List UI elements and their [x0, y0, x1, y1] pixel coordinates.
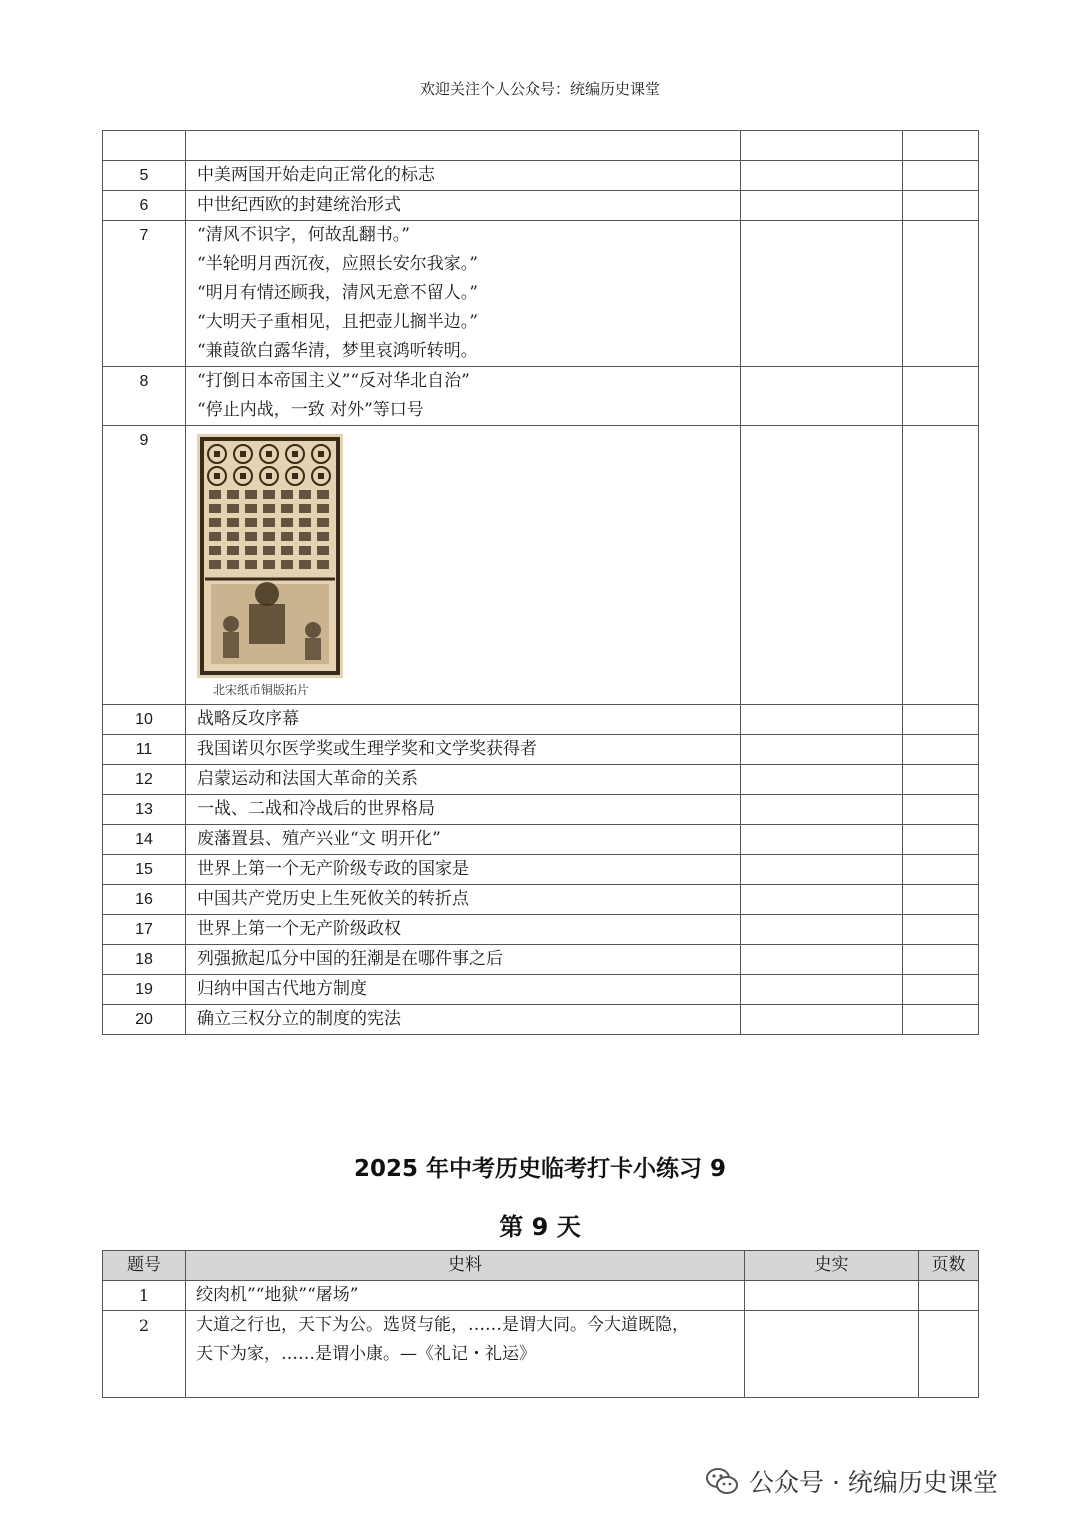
table-row — [103, 426, 979, 705]
source-line — [197, 131, 740, 160]
figure — [197, 426, 740, 704]
page-cell[interactable] — [903, 161, 979, 191]
page-cell[interactable] — [903, 825, 979, 855]
source-material — [186, 915, 741, 945]
page-cell[interactable] — [903, 191, 979, 221]
fact-cell[interactable] — [741, 915, 903, 945]
fact-cell[interactable] — [741, 221, 903, 367]
figure-caption: 北宋纸币铜版拓片 — [213, 683, 310, 697]
source-material — [186, 1005, 741, 1035]
table-row — [103, 1005, 979, 1035]
source-material — [186, 885, 741, 915]
question-number: 14 — [103, 825, 186, 855]
watermark-text: 公众号 · 统编历史课堂 — [749, 1468, 998, 1497]
page-cell[interactable] — [903, 367, 979, 426]
table-row — [103, 1281, 979, 1311]
source-material — [186, 735, 741, 765]
header-source: 史料 — [186, 1251, 745, 1281]
header-page: 页数 — [919, 1251, 979, 1281]
source-line: 确立三权分立的制度的宪法 — [197, 1009, 401, 1029]
banknote-rubbing-image — [197, 434, 343, 678]
day-title: 第 9 天 — [499, 1213, 581, 1241]
source-line: 我国诺贝尔医学奖或生理学奖和文学奖获得者 — [197, 739, 537, 759]
source-line: 废藩置县、殖产兴业“文 明开化” — [197, 829, 441, 849]
source-line: 世界上第一个无产阶级政权 — [197, 919, 401, 939]
review-table-1 — [102, 130, 979, 1035]
watermark — [705, 1463, 998, 1499]
source-line: 中世纪西欧的封建统治形式 — [197, 195, 401, 215]
fact-cell[interactable] — [741, 825, 903, 855]
source-line: “打倒日本帝国主义”“反对华北自治” — [197, 371, 470, 391]
fact-cell[interactable] — [741, 426, 903, 705]
source-material — [186, 765, 741, 795]
source-line: “兼葭欲白露华清，梦里哀鸿听转明。 — [197, 341, 478, 361]
table-row — [103, 735, 979, 765]
wechat-icon — [705, 1466, 739, 1496]
question-number: 12 — [103, 765, 186, 795]
question-number: 19 — [103, 975, 186, 1005]
source-material — [186, 795, 741, 825]
question-number: 7 — [103, 221, 186, 367]
table-row — [103, 915, 979, 945]
source-material — [186, 191, 741, 221]
page-cell[interactable] — [903, 975, 979, 1005]
source-material — [186, 855, 741, 885]
fact-cell[interactable] — [741, 855, 903, 885]
question-number: 5 — [103, 161, 186, 191]
table-row — [103, 945, 979, 975]
question-number — [103, 131, 186, 161]
source-line: 中国共产党历史上生死攸关的转折点 — [197, 889, 469, 909]
page-cell[interactable] — [903, 735, 979, 765]
fact-cell[interactable] — [741, 735, 903, 765]
table-row — [103, 975, 979, 1005]
fact-cell[interactable] — [741, 1005, 903, 1035]
table-row — [103, 221, 979, 367]
question-number: 6 — [103, 191, 186, 221]
page-cell[interactable] — [903, 1005, 979, 1035]
fact-cell[interactable] — [741, 795, 903, 825]
question-number: 15 — [103, 855, 186, 885]
source-line: “大明天子重相见，且把壶儿搁半边。” — [197, 312, 478, 332]
page-cell[interactable] — [919, 1281, 979, 1311]
source-line: “清风不识字，何故乱翻书。” — [197, 225, 410, 245]
table-row — [103, 825, 979, 855]
question-number: 11 — [103, 735, 186, 765]
source-line: 中美两国开始走向正常化的标志 — [197, 165, 435, 185]
page-header: 欢迎关注个人公众号：统编历史课堂 — [419, 80, 660, 98]
question-number: 20 — [103, 1005, 186, 1035]
question-number: 18 — [103, 945, 186, 975]
fact-cell[interactable] — [741, 131, 903, 161]
table-row — [103, 855, 979, 885]
source-material — [186, 221, 741, 367]
source-line: 世界上第一个无产阶级专政的国家是 — [197, 859, 469, 879]
source-line: 启蒙运动和法国大革命的关系 — [197, 769, 418, 789]
source-line: 归纳中国古代地方制度 — [197, 979, 367, 999]
fact-cell[interactable] — [741, 885, 903, 915]
table-row — [103, 367, 979, 426]
question-number: 9 — [103, 426, 186, 705]
source-material — [186, 825, 741, 855]
question-number: 16 — [103, 885, 186, 915]
header-number: 题号 — [103, 1251, 186, 1281]
table-row — [103, 131, 979, 161]
table-row — [103, 1311, 979, 1398]
source-line: 列强掀起瓜分中国的狂潮是在哪件事之后 — [197, 949, 503, 969]
source-material — [186, 367, 741, 426]
question-number: 13 — [103, 795, 186, 825]
fact-cell[interactable] — [741, 765, 903, 795]
source-line: 大道之行也，天下为公。选贤与能，……是谓大同。今大道既隐， — [196, 1315, 689, 1335]
fact-cell[interactable] — [741, 705, 903, 735]
question-number: 10 — [103, 705, 186, 735]
fact-cell[interactable] — [741, 945, 903, 975]
fact-cell[interactable] — [741, 191, 903, 221]
page-cell[interactable] — [903, 705, 979, 735]
page-cell[interactable] — [903, 855, 979, 885]
source-material — [186, 975, 741, 1005]
fact-cell[interactable] — [745, 1311, 919, 1398]
page-cell[interactable] — [903, 945, 979, 975]
source-material — [186, 161, 741, 191]
table-row — [103, 161, 979, 191]
page-cell[interactable] — [903, 885, 979, 915]
source-material — [186, 426, 741, 705]
source-line: “半轮明月西沉夜，应照长安尔我家。” — [197, 254, 478, 274]
source-line: 战略反攻序幕 — [197, 709, 299, 729]
table-row — [103, 885, 979, 915]
table-row — [103, 191, 979, 221]
source-material — [186, 131, 741, 161]
table-header-row — [103, 1251, 979, 1281]
fact-cell[interactable] — [741, 975, 903, 1005]
source-material — [186, 945, 741, 975]
fact-cell[interactable] — [741, 367, 903, 426]
question-number: 8 — [103, 367, 186, 426]
question-number: 1 — [103, 1281, 186, 1311]
source-line: “明月有情还顾我，清风无意不留人。” — [197, 283, 478, 303]
page-cell[interactable] — [903, 426, 979, 705]
table-row — [103, 795, 979, 825]
worksheet-title: 2025 年中考历史临考打卡小练习 9 — [353, 1156, 727, 1182]
page-cell[interactable] — [903, 795, 979, 825]
source-line: 绞肉机”“地狱”“屠场” — [196, 1285, 359, 1305]
question-number: 17 — [103, 915, 186, 945]
page-cell[interactable] — [919, 1311, 979, 1398]
question-number: 2 — [103, 1311, 186, 1398]
page-cell[interactable] — [903, 915, 979, 945]
table-row — [103, 765, 979, 795]
table-row — [103, 705, 979, 735]
source-material — [186, 705, 741, 735]
page-cell[interactable] — [903, 221, 979, 367]
source-material — [186, 1311, 745, 1398]
source-material — [186, 1281, 745, 1311]
source-line: “停止内战，一致 对外”等口号 — [197, 400, 424, 420]
page-cell[interactable] — [903, 765, 979, 795]
fact-cell[interactable] — [745, 1281, 919, 1311]
fact-cell[interactable] — [741, 161, 903, 191]
header-fact: 史实 — [745, 1251, 919, 1281]
source-line: 一战、二战和冷战后的世界格局 — [197, 799, 435, 819]
source-line: 天下为家，……是谓小康。—《礼记・礼运》 — [196, 1344, 536, 1364]
page-cell[interactable] — [903, 131, 979, 161]
review-table-2 — [102, 1250, 979, 1398]
